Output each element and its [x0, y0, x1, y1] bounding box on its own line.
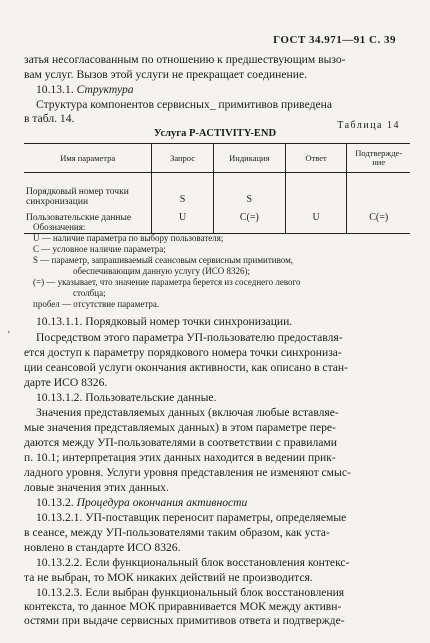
col-header-name: Имя параметра	[24, 144, 152, 173]
text-line: в сеансе, между УП-пользователями таким образом, как уста-	[24, 526, 330, 539]
text-line: п. 10.1; интерпретация этих данных находится в ведении прик-	[24, 451, 336, 464]
text-line: дарте ИСО 8326.	[24, 376, 108, 389]
text-line: 10.13.1.2. Пользовательские данные.	[36, 391, 217, 404]
text-line: ладного уровня. Услуги уровня представления не изменяют смыс-	[24, 466, 351, 479]
legend-item: C — условное наличие параметра;	[33, 244, 166, 254]
cell-confirmation: C(=)	[347, 213, 410, 234]
text-line: даются между УП-пользователями в соответствии с правилами	[24, 436, 337, 449]
col-header-request: Запрос	[152, 144, 214, 173]
text-line: новлено в стандарте ИСО 8326.	[24, 541, 181, 554]
cell-response	[285, 173, 347, 214]
text-line: остями при выдаче сервисных примитивов ответа и подтвержде-	[24, 614, 345, 627]
legend-item: U — наличие параметра по выбору пользователя;	[33, 233, 224, 243]
col-header-confirmation: Подтвержде- ние	[347, 144, 410, 173]
legend-item: S — параметр, запрашиваемый сеансовым сервисным примитивом,	[33, 255, 294, 265]
text-line: Значения представляемых данных (включая любые вставляе-	[36, 406, 339, 419]
cell-request: U	[152, 213, 214, 234]
text-line: та не выбран, то МОК никаких действий не производится.	[24, 571, 313, 584]
legend-title: Обозначения:	[33, 222, 86, 232]
subsection-number: 10.13.1.	[36, 83, 74, 96]
margin-mark: '	[8, 330, 10, 341]
page-header: ГОСТ 34.971—91 С. 39	[273, 34, 396, 46]
subsection-title: Процедура окончания активности	[76, 496, 248, 509]
cell-param-name: Пользовательские данные	[24, 213, 152, 234]
table-label: Таблица 14	[337, 120, 400, 131]
text-line: Структура компонентов сервисных_ примитивов приведена	[36, 98, 332, 111]
col-header-response: Ответ	[285, 144, 347, 173]
text-line: в табл. 14.	[24, 112, 75, 125]
text-line: контекста, то данное МОК приравнивается МОК между активн-	[24, 600, 342, 613]
subsection-title: Структура	[76, 83, 134, 96]
text-line: Посредством этого параметра УП-пользователю предоставля-	[36, 331, 343, 344]
cell-param-name: Порядковый номер точки синхронизации	[26, 187, 129, 207]
cell-response: U	[285, 213, 347, 234]
parameters-table	[24, 143, 410, 234]
text-line: ции сеансовой услуги окончания активности, как описано в стан-	[24, 361, 349, 374]
cell-indication: C(=)	[213, 213, 285, 234]
text-line: 10.13.2.3. Если выбран функциональный блок восстановления	[36, 586, 345, 599]
col-header-indication: Индикация	[213, 144, 285, 173]
table-row	[24, 173, 410, 214]
text-line: 10.13.1.1. Порядковый номер точки синхронизации.	[36, 315, 293, 328]
subsection-number: 10.13.2.	[36, 496, 74, 509]
subsection-heading	[36, 495, 410, 511]
text-line: ловые значения этих данных.	[24, 481, 169, 494]
text-line: мые значения представляемых данных) в этом параметре пере-	[24, 421, 336, 434]
text-line: 10.13.2.1. УП-поставщик переносит параметры, определяемые	[36, 511, 347, 524]
subsection-heading	[36, 82, 410, 98]
legend-item: столбца;	[73, 288, 106, 298]
cell-confirmation	[347, 173, 410, 214]
table-header-row	[24, 144, 410, 173]
table-title: Услуга P-ACTIVITY-END	[153, 128, 277, 139]
legend-item: пробел — отсутствие параметра.	[33, 299, 160, 309]
text-line: 10.13.2.2. Если функциональный блок восстановления контекс-	[36, 556, 350, 569]
text-line: ется доступ к параметру порядкового номера точки синхрониза-	[24, 346, 342, 359]
cell-indication: S	[213, 173, 285, 214]
cell-request: S	[152, 173, 214, 214]
legend-item: (=) — указывает, что значение параметра берется из соседнего левого	[33, 277, 301, 287]
text-line: затья несогласованным по отношению к предшествующим вызо-	[24, 53, 346, 66]
legend-item: обеспечивающим данную услугу (ИСО 8326);	[73, 266, 250, 276]
text-line: вам услуг. Вызов этой услуги не прекращает соединение.	[24, 68, 307, 81]
